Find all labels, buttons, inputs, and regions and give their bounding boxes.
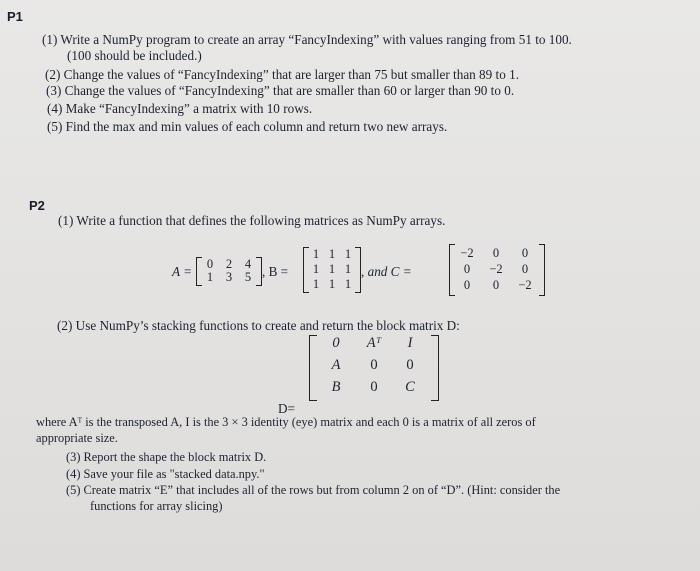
- p2-where-text: where Aᵀ is the transposed A, I is the 3 × 3 identity (eye) matrix and each 0 is a matrix of all zeros of: [36, 415, 536, 429]
- matrix-d-cell: 0: [370, 357, 378, 373]
- p2-where-text-cont: appropriate size.: [36, 431, 118, 445]
- matrix-b-cell: 1: [312, 262, 320, 276]
- matrix-d-cell: B: [331, 379, 341, 395]
- matrix-a-cell: 5: [244, 270, 252, 284]
- p2-item-5-cont: functions for array slicing): [90, 499, 223, 513]
- matrix-c-cell: 0: [463, 262, 471, 276]
- p1-item-5: (5) Find the max and min values of each column and return two new arrays.: [47, 119, 448, 134]
- matrix-b-cell: 1: [328, 247, 336, 261]
- matrix-d-label: D=: [278, 401, 295, 416]
- matrix-d-cell: 0: [332, 335, 340, 351]
- p2-item-2: (2) Use NumPy’s stacking functions to create and return the block matrix D:: [57, 318, 460, 333]
- p2-heading: P2: [29, 198, 45, 213]
- matrix-b-cell: 1: [312, 247, 320, 261]
- p2-item-1: (1) Write a function that defines the following matrices as NumPy arrays.: [58, 213, 446, 228]
- matrix-d-cell: I: [407, 335, 413, 351]
- matrix-b-cell: 1: [328, 262, 336, 276]
- matrix-a-label: A =: [172, 264, 193, 279]
- matrix-b-cell: 1: [312, 277, 320, 291]
- matrix-a-cell: 1: [206, 270, 214, 284]
- p2-item-3: (3) Report the shape the block matrix D.: [66, 450, 267, 464]
- matrix-c-cell: −2: [489, 262, 503, 276]
- matrix-c-cell: 0: [463, 278, 471, 292]
- matrix-d-cell: C: [405, 379, 415, 395]
- matrix-a: [196, 257, 262, 286]
- matrix-c-cell: −2: [460, 246, 474, 260]
- matrix-b-cell: 1: [328, 277, 336, 291]
- matrix-b-cell: 1: [344, 277, 352, 291]
- p1-heading: P1: [7, 9, 23, 24]
- matrix-c-cell: 0: [492, 246, 500, 260]
- p1-item-1-cont: (100 should be included.): [67, 48, 202, 63]
- matrix-b: [303, 247, 361, 293]
- matrix-b-cell: 1: [344, 247, 352, 261]
- p1-item-2: (2) Change the values of “FancyIndexing” that are larger than 75 but smaller than 89 to 1.: [45, 67, 519, 82]
- matrix-c-label: , and C =: [361, 264, 412, 279]
- matrix-a-cell: 0: [206, 257, 214, 271]
- p1-item-4: (4) Make “FancyIndexing” a matrix with 10 rows.: [47, 101, 313, 116]
- matrix-c: [449, 244, 545, 296]
- matrix-d-cell: Aᵀ: [366, 335, 382, 351]
- matrix-d: [309, 335, 439, 401]
- matrix-a-cell: 2: [225, 257, 233, 271]
- matrix-b-label: , B =: [262, 264, 289, 279]
- matrix-a-cell: 4: [244, 257, 252, 271]
- matrix-c-cell: −2: [518, 278, 532, 292]
- matrix-c-cell: 0: [521, 246, 529, 260]
- p1-item-1: (1) Write a NumPy program to create an array “FancyIndexing” with values ranging from 51 to 100.: [42, 32, 572, 47]
- matrix-d-cell: 0: [370, 379, 378, 395]
- matrix-a-cell: 3: [225, 270, 233, 284]
- p1-item-3: (3) Change the values of “FancyIndexing” that are smaller than 60 or larger than 90 to 0.: [46, 83, 515, 98]
- matrix-c-cell: 0: [521, 262, 529, 276]
- p2-item-5: (5) Create matrix “E” that includes all of the rows but from column 2 on of “D”. (Hint: consider the: [66, 483, 561, 497]
- matrix-b-cell: 1: [344, 262, 352, 276]
- p2-item-4: (4) Save your file as "stacked data.npy.": [66, 467, 265, 481]
- matrix-d-cell: 0: [406, 357, 414, 373]
- matrix-c-cell: 0: [492, 278, 500, 292]
- matrix-d-cell: A: [331, 357, 341, 373]
